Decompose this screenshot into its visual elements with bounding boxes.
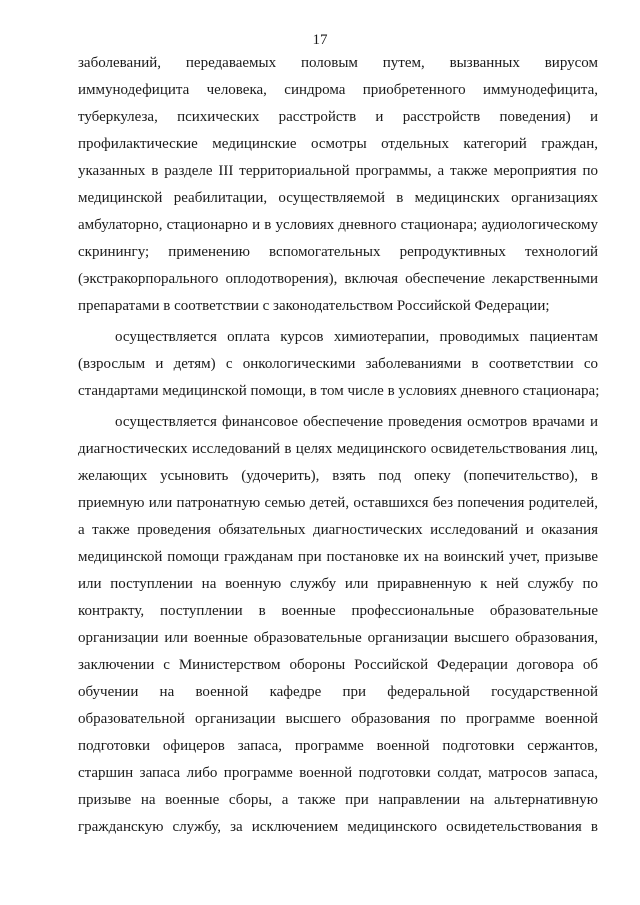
text-line: стандартами медицинской помощи, в том числе в условиях дневного стационара; (78, 383, 600, 399)
text-line: а также проведения обязательных диагностических исследований и оказания (78, 522, 598, 538)
text-line: (взрослым и детям) с онкологическими заболеваниями в соответствии со (78, 356, 598, 372)
text-line: заключении с Министерством обороны Российской Федерации договора об (78, 657, 598, 673)
text-line: приемную или патронатную семью детей, оставшихся без попечения родителей, (78, 495, 598, 511)
text-line: амбулаторно, стационарно и в условиях дневного стационара; аудиологическому (78, 217, 598, 233)
text-line: препаратами в соответствии с законодательством Российской Федерации; (78, 298, 550, 314)
text-line: старшин запаса либо программе военной подготовки солдат, матросов запаса, (78, 765, 598, 781)
text-line: медицинской реабилитации, осуществляемой в медицинских организациях (78, 190, 598, 206)
text-line: скринингу; применению вспомогательных репродуктивных технологий (78, 244, 598, 260)
text-line: желающих усыновить (удочерить), взять под опеку (попечительство), в (78, 468, 598, 484)
text-line: иммунодефицита человека, синдрома приобретенного иммунодефицита, (78, 82, 598, 98)
text-line: туберкулеза, психических расстройств и расстройств поведения) и (78, 109, 598, 125)
text-line: осуществляется финансовое обеспечение проведения осмотров врачами и (115, 414, 598, 430)
text-line: профилактические медицинские осмотры отдельных категорий граждан, (78, 136, 598, 152)
text-line: подготовки офицеров запаса, программе военной подготовки сержантов, (78, 738, 598, 754)
text-line: медицинской помощи гражданам при постановке их на воинский учет, призыве (78, 549, 598, 565)
text-line: заболеваний, передаваемых половым путем, вызванных вирусом (78, 55, 598, 71)
body-text (78, 50, 598, 841)
page-number: 17 (312, 32, 328, 48)
text-line: контракту, поступлении в военные профессиональные образовательные (78, 603, 598, 619)
text-line: осуществляется оплата курсов химиотерапии, проводимых пациентам (115, 329, 598, 345)
text-line: образовательной организации высшего образования по программе военной (78, 711, 598, 727)
text-line: (экстракорпорального оплодотворения), включая обеспечение лекарственными (78, 271, 598, 287)
text-line: или поступлении на военную службу или приравненную к ней службу по (78, 576, 598, 592)
text-line: призыве на военные сборы, а также при направлении на альтернативную (78, 792, 598, 808)
text-line: гражданскую службу, за исключением медицинского освидетельствования в (78, 819, 598, 835)
text-line: диагностических исследований в целях медицинского освидетельствования лиц, (78, 441, 598, 457)
text-line: обучении на военной кафедре при федеральной государственной (78, 684, 598, 700)
text-line: указанных в разделе III территориальной программы, а также мероприятия по (78, 163, 598, 179)
text-line: организации или военные образовательные организации высшего образования, (78, 630, 598, 646)
